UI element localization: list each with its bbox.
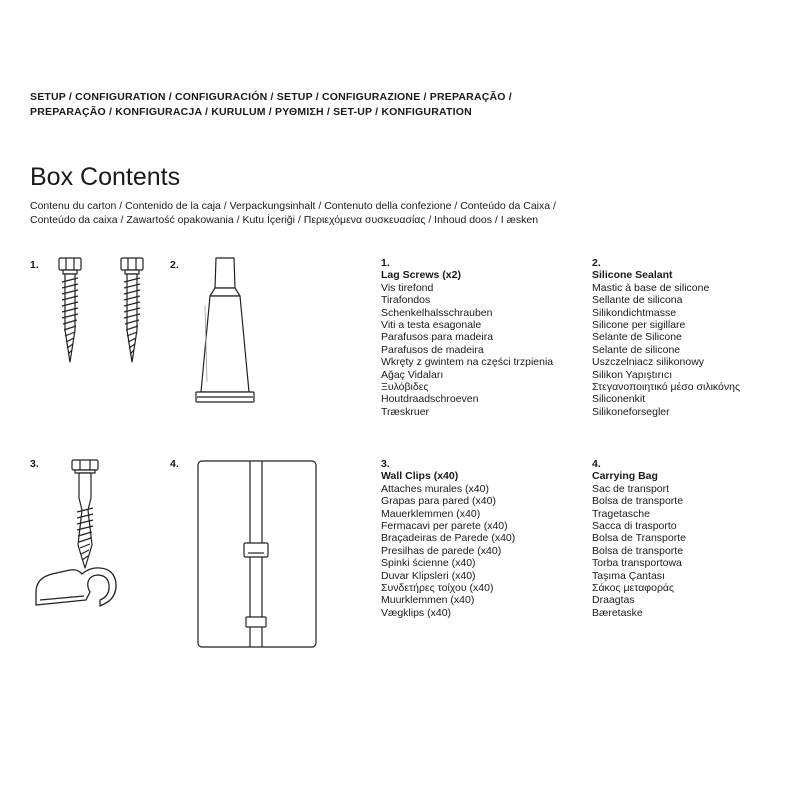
translation: Braçadeiras de Parede (x40)	[381, 532, 516, 545]
translation: Spinki ścienne (x40)	[381, 557, 476, 570]
item-number: 4.	[592, 458, 601, 470]
figure-number-4: 4.	[170, 458, 179, 470]
setup-line: PREPARAÇÃO / KONFIGURACJA / KURULUM / ΡΥΘΜΙΣΗ / SET-UP / KONFIGURATION	[30, 106, 472, 118]
item-3-list	[381, 458, 515, 619]
setup-header	[30, 90, 512, 120]
translation: Muurklemmen (x40)	[381, 594, 475, 607]
translation: Silicone per sigillare	[592, 319, 686, 332]
translation: Silikondichtmasse	[592, 306, 677, 319]
page-subtitle	[30, 199, 556, 227]
figure-number-2: 2.	[170, 259, 179, 271]
translation: Ξυλόβιδες	[381, 381, 429, 394]
item-heading: Carrying Bag	[592, 470, 658, 483]
translation: Silikon Yapıştırıcı	[592, 368, 673, 381]
translation: Sacca di trasporto	[592, 520, 677, 533]
translation: Mastic à base de silicone	[592, 281, 710, 294]
translation: Presilhas de parede (x40)	[381, 544, 502, 557]
carrying-bag-illustration	[190, 455, 330, 655]
translation: Siliconenkit	[592, 393, 646, 406]
translation: Silikoneforsegler	[592, 405, 670, 418]
translation: Tirafondos	[381, 294, 431, 307]
item-heading: Lag Screws (x2)	[381, 269, 461, 282]
lag-screws-illustration	[40, 250, 150, 380]
silicone-tube-illustration	[185, 250, 265, 430]
translation: Συνδετήρες τοίχου (x40)	[381, 582, 494, 595]
translation: Houtdraadschroeven	[381, 393, 479, 406]
translation: Vis tirefond	[381, 281, 434, 294]
translation: Sac de transport	[592, 482, 670, 495]
translation: Bolsa de transporte	[592, 544, 684, 557]
translation: Selante de Silicone	[592, 331, 682, 344]
wall-clips-illustration	[30, 450, 150, 620]
translation: Mauerklemmen (x40)	[381, 507, 481, 520]
carrying-bag-icon	[198, 461, 316, 647]
silicone-tube-icon	[196, 258, 254, 402]
translation: Parafusos de madeira	[381, 343, 484, 356]
figure-number-1: 1.	[30, 259, 39, 271]
translation: Draagtas	[592, 594, 635, 607]
translation: Σάκος μεταφοράς	[592, 582, 675, 595]
translation: Bolsa de transporte	[592, 495, 684, 508]
item-heading: Wall Clips (x40)	[381, 470, 459, 483]
item-4-list	[592, 458, 686, 619]
page-title: Box Contents	[30, 163, 181, 191]
translation: Στεγανοποιητικό μέσο σιλικόνης	[592, 381, 741, 394]
item-2-list	[592, 257, 740, 418]
screw-icon	[72, 460, 98, 568]
lag-screw-icon	[59, 258, 81, 362]
item-number: 2.	[592, 257, 601, 269]
translation: Selante de silicone	[592, 343, 681, 356]
translation: Taşıma Çantası	[592, 569, 665, 582]
item-number: 3.	[381, 458, 390, 470]
translation: Parafusos para madeira	[381, 331, 494, 344]
figure-number-3: 3.	[30, 458, 39, 470]
item-1-list	[381, 257, 553, 418]
translation: Bolsa de Transporte	[592, 532, 686, 545]
translation: Vægklips (x40)	[381, 606, 452, 619]
translation: Attaches murales (x40)	[381, 482, 489, 495]
subtitle-line: Conteúdo da caixa / Zawartość opakowania / Kutu İçeriği / Περιεχόμενα συσκευασίας / Inhoud doos / I æsken	[30, 214, 539, 226]
translation: Tragetasche	[592, 507, 650, 520]
translation: Duvar Klipsleri (x40)	[381, 569, 476, 582]
item-number: 1.	[381, 257, 390, 269]
translation: Viti a testa esagonale	[381, 319, 482, 332]
wall-clip-icon	[36, 568, 116, 606]
translation: Fermacavi per parete (x40)	[381, 520, 508, 533]
translation: Torba transportowa	[592, 557, 682, 570]
translation: Wkręty z gwintem na części trzpienia	[381, 356, 554, 369]
translation: Træskruer	[381, 405, 430, 418]
lag-screw-icon	[121, 258, 143, 362]
translation: Schenkelhalsschrauben	[381, 306, 493, 319]
item-heading: Silicone Sealant	[592, 269, 673, 282]
translation: Ağaç Vidaları	[381, 368, 444, 381]
translation: Grapas para pared (x40)	[381, 495, 496, 508]
subtitle-line: Contenu du carton / Contenido de la caja / Verpackungsinhalt / Contenuto della confezione / Conteúdo da Caixa /	[30, 200, 556, 212]
translation: Sellante de silicona	[592, 294, 683, 307]
translation: Uszczelniacz silikonowy	[592, 356, 705, 369]
translation: Bæretaske	[592, 606, 643, 619]
setup-line: SETUP / CONFIGURATION / CONFIGURACIÓN / SETUP / CONFIGURAZIONE / PREPARAÇÃO /	[30, 91, 512, 103]
